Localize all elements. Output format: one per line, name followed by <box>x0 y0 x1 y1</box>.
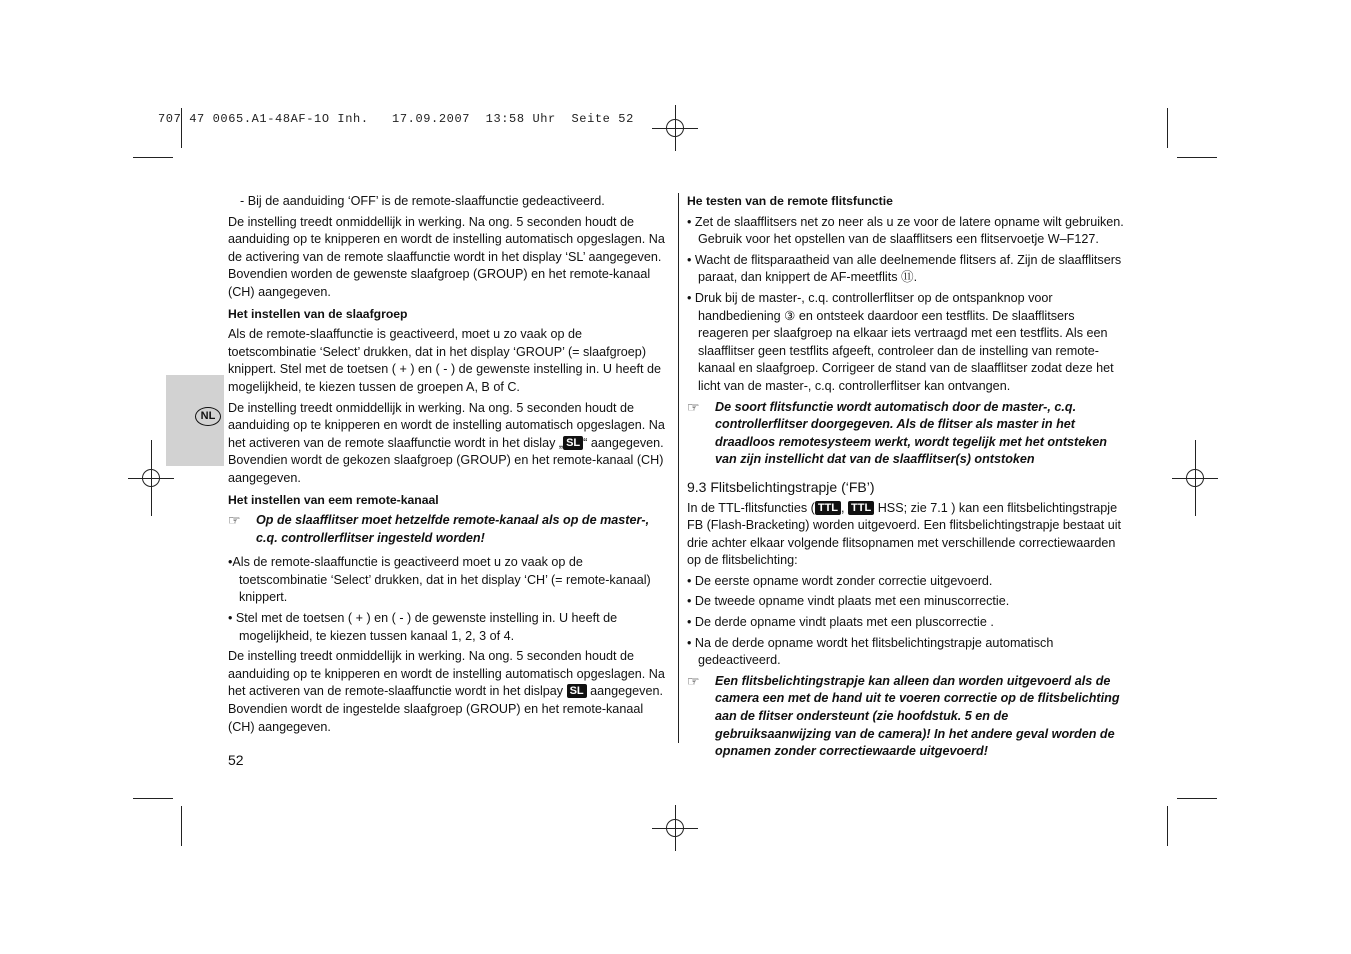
text: HSS; zie 7.1 ) kan een flitsbelichtingstrapje FB (Flash-Bracketing) worden uitgevoerd. Een flitsbelichtingstrapje bestaat uit drie achter elkaar volgende flitsopnamen met verschillende correctiewaarden op de flitsbelichting: <box>687 500 1121 568</box>
left-column <box>228 193 666 739</box>
crop-mark <box>1167 806 1168 846</box>
note-text: Een flitsbelichtingstrapje kan alleen dan worden uitgevoerd als de camera een met de hand uit te voeren correctie op de flitsbelichting aan de flitser ondersteunt (zie hoofdstuk. 5 en de gebruiksaanwijzing van de camera)! In het andere geval worden de opnamen zonder correctiewaarde uitgevoerd! <box>715 673 1120 759</box>
crop-mark <box>1177 157 1217 158</box>
sl-display-tag: SL <box>567 684 587 698</box>
list-item: • Druk bij de master-, c.q. controllerflitser op de ontspanknop voor handbediening ③ en ontsteek daardoor een testflits. De slaafflitsers reageren per slaafgroep na elkaar iets vertraagd met een testflits. Als een slaafflitser geen testflits afgeeft, controleer dan de instelling van remote-kanaal en slaafgroep. Corrigeer de stand van de slaafflitser zodat deze het licht van de master-, c.q. controllerflitser kan ontvangen. <box>687 290 1114 393</box>
section-heading: Het instellen van de slaafgroep <box>228 306 408 321</box>
pointing-hand-icon: ☞ <box>228 512 241 529</box>
note <box>687 399 1127 469</box>
language-badge: NL <box>195 407 221 426</box>
section-heading: Het instellen van eem remote-kanaal <box>228 492 439 507</box>
list-item: • De derde opname vindt plaats met een pluscorrectie . <box>687 615 994 630</box>
sl-display-tag: SL <box>563 436 583 450</box>
list-item: • Zet de slaafflitsers net zo neer als u ze voor de latere opname wilt gebruiken. Gebruik voor het opstellen van de slaafflitsers een flitservoetje W–F127. <box>687 214 1124 247</box>
registration-mark-left <box>136 463 166 493</box>
crop-mark <box>133 798 173 799</box>
paragraph: De instelling treedt onmiddellijk in werking. Na ong. 5 seconden houdt de aanduiding op te knipperen en wordt de instelling automatisch opgeslagen. Na de activering van de remote slaaffunctie wordt in het display ‘SL’ aangegeven. Bovendien worden de gewenste slaafgroep (GROUP) en het remote-kanaal (CH) aangegeven. <box>228 214 665 299</box>
note-text: De soort flitsfunctie wordt automatisch door de master-, c.q. controllerflitser doorgegeven. Als de flitser als master in het draadloos remotesysteem werkt, wordt tegelijk met het ontsteken van zijn instellicht dat van de slaafflitser(s) ontstoken <box>715 399 1107 467</box>
paragraph <box>228 400 666 488</box>
section-heading: He testen van de remote flitsfunctie <box>687 194 893 208</box>
print-header: 707 47 0065.A1-48AF-1O Inh. 17.09.2007 13:58 Uhr Seite 52 <box>158 112 634 126</box>
note <box>687 673 1127 761</box>
paragraph: Als de remote-slaaffunctie is geactiveerd, moet u zo vaak op de toetscombinatie ‘Select’ drukken, dat in het display ‘GROUP’ (= slaafgroep) knippert. Stel met de toetsen ( + ) en ( - ) de gewenste instelling in. U heeft de mogelijkheid, te kiezen tussen de groepen A, B of C. <box>228 327 661 394</box>
crop-mark <box>133 157 173 158</box>
registration-mark-top <box>660 113 690 143</box>
registration-mark-right <box>1180 463 1210 493</box>
list-item: • De tweede opname vindt plaats met een minuscorrectie. <box>687 594 1010 609</box>
text: aangegeven. Bovendien wordt de ingestelde slaafgroep (GROUP) en het remote-kanaal (CH) aangegeven. <box>228 684 663 734</box>
paragraph <box>228 648 666 736</box>
text: “ aangegeven. Bovendien wordt de gekozen slaafgroep (GROUP) en het remote-kanaal (CH) aangegeven. <box>228 435 664 485</box>
pointing-hand-icon: ☞ <box>687 672 700 689</box>
list-item: • De eerste opname wordt zonder correctie uitgevoerd. <box>687 573 993 588</box>
crop-mark <box>181 806 182 846</box>
text: In de TTL-flitsfuncties ( <box>687 500 815 515</box>
note <box>228 512 666 547</box>
note-text: Op de slaafflitser moet hetzelfde remote-kanaal als op de master-, c.q. controllerflitser ingesteld worden! <box>256 513 650 545</box>
list-item: • Wacht de flitsparaatheid van alle deelnemende flitsers af. Zijn de slaafflitsers paraat, dan knippert de AF-meetflits ⑪. <box>687 252 1122 285</box>
list-item: •Als de remote-slaaffunctie is geactiveerd moet u zo vaak op de toetscombinatie ‘Select’ drukken, dat in het display ‘CH’ (= remote-kanaal) knippert. <box>228 555 651 605</box>
text: De instelling treedt onmiddellijk in werking. Na ong. 5 seconden houdt de aanduiding op te knipperen en wordt de instelling automatisch opgeslagen. Na het activeren van de remote-slaaffunctie wordt in het dislpay <box>228 649 665 699</box>
registration-mark-bottom <box>660 813 690 843</box>
right-column <box>687 193 1127 764</box>
text: , <box>841 500 849 515</box>
section-heading: 9.3 Flitsbelichtingstrapje (‘FB’) <box>687 478 875 495</box>
ttl-tag: TTL <box>848 501 874 515</box>
text: De instelling treedt onmiddellijk in werking. Na ong. 5 seconden houdt de aanduiding op te knipperen en wordt de instelling automatisch opgeslagen. Na het activeren van de remote slaaffunctie wordt in het dislay „ <box>228 400 665 450</box>
crop-mark <box>1177 798 1217 799</box>
intro-line: - Bij de aanduiding ‘OFF’ is de remote-slaaffunctie gedeactiveerd. <box>240 194 605 208</box>
crop-mark <box>1167 108 1168 148</box>
list-item: • Stel met de toetsen ( + ) en ( - ) de gewenste instelling in. U heeft de mogelijkheid, te kiezen tussen kanaal 1, 2, 3 of 4. <box>228 611 618 643</box>
list-item: • Na de derde opname wordt het flitsbelichtingstrapje automatisch gedeactiveerd. <box>687 635 1054 668</box>
page-number: 52 <box>228 752 244 768</box>
ttl-tag: TTL <box>815 501 841 515</box>
column-separator <box>678 193 679 743</box>
pointing-hand-icon: ☞ <box>687 398 700 415</box>
paragraph <box>687 500 1127 570</box>
